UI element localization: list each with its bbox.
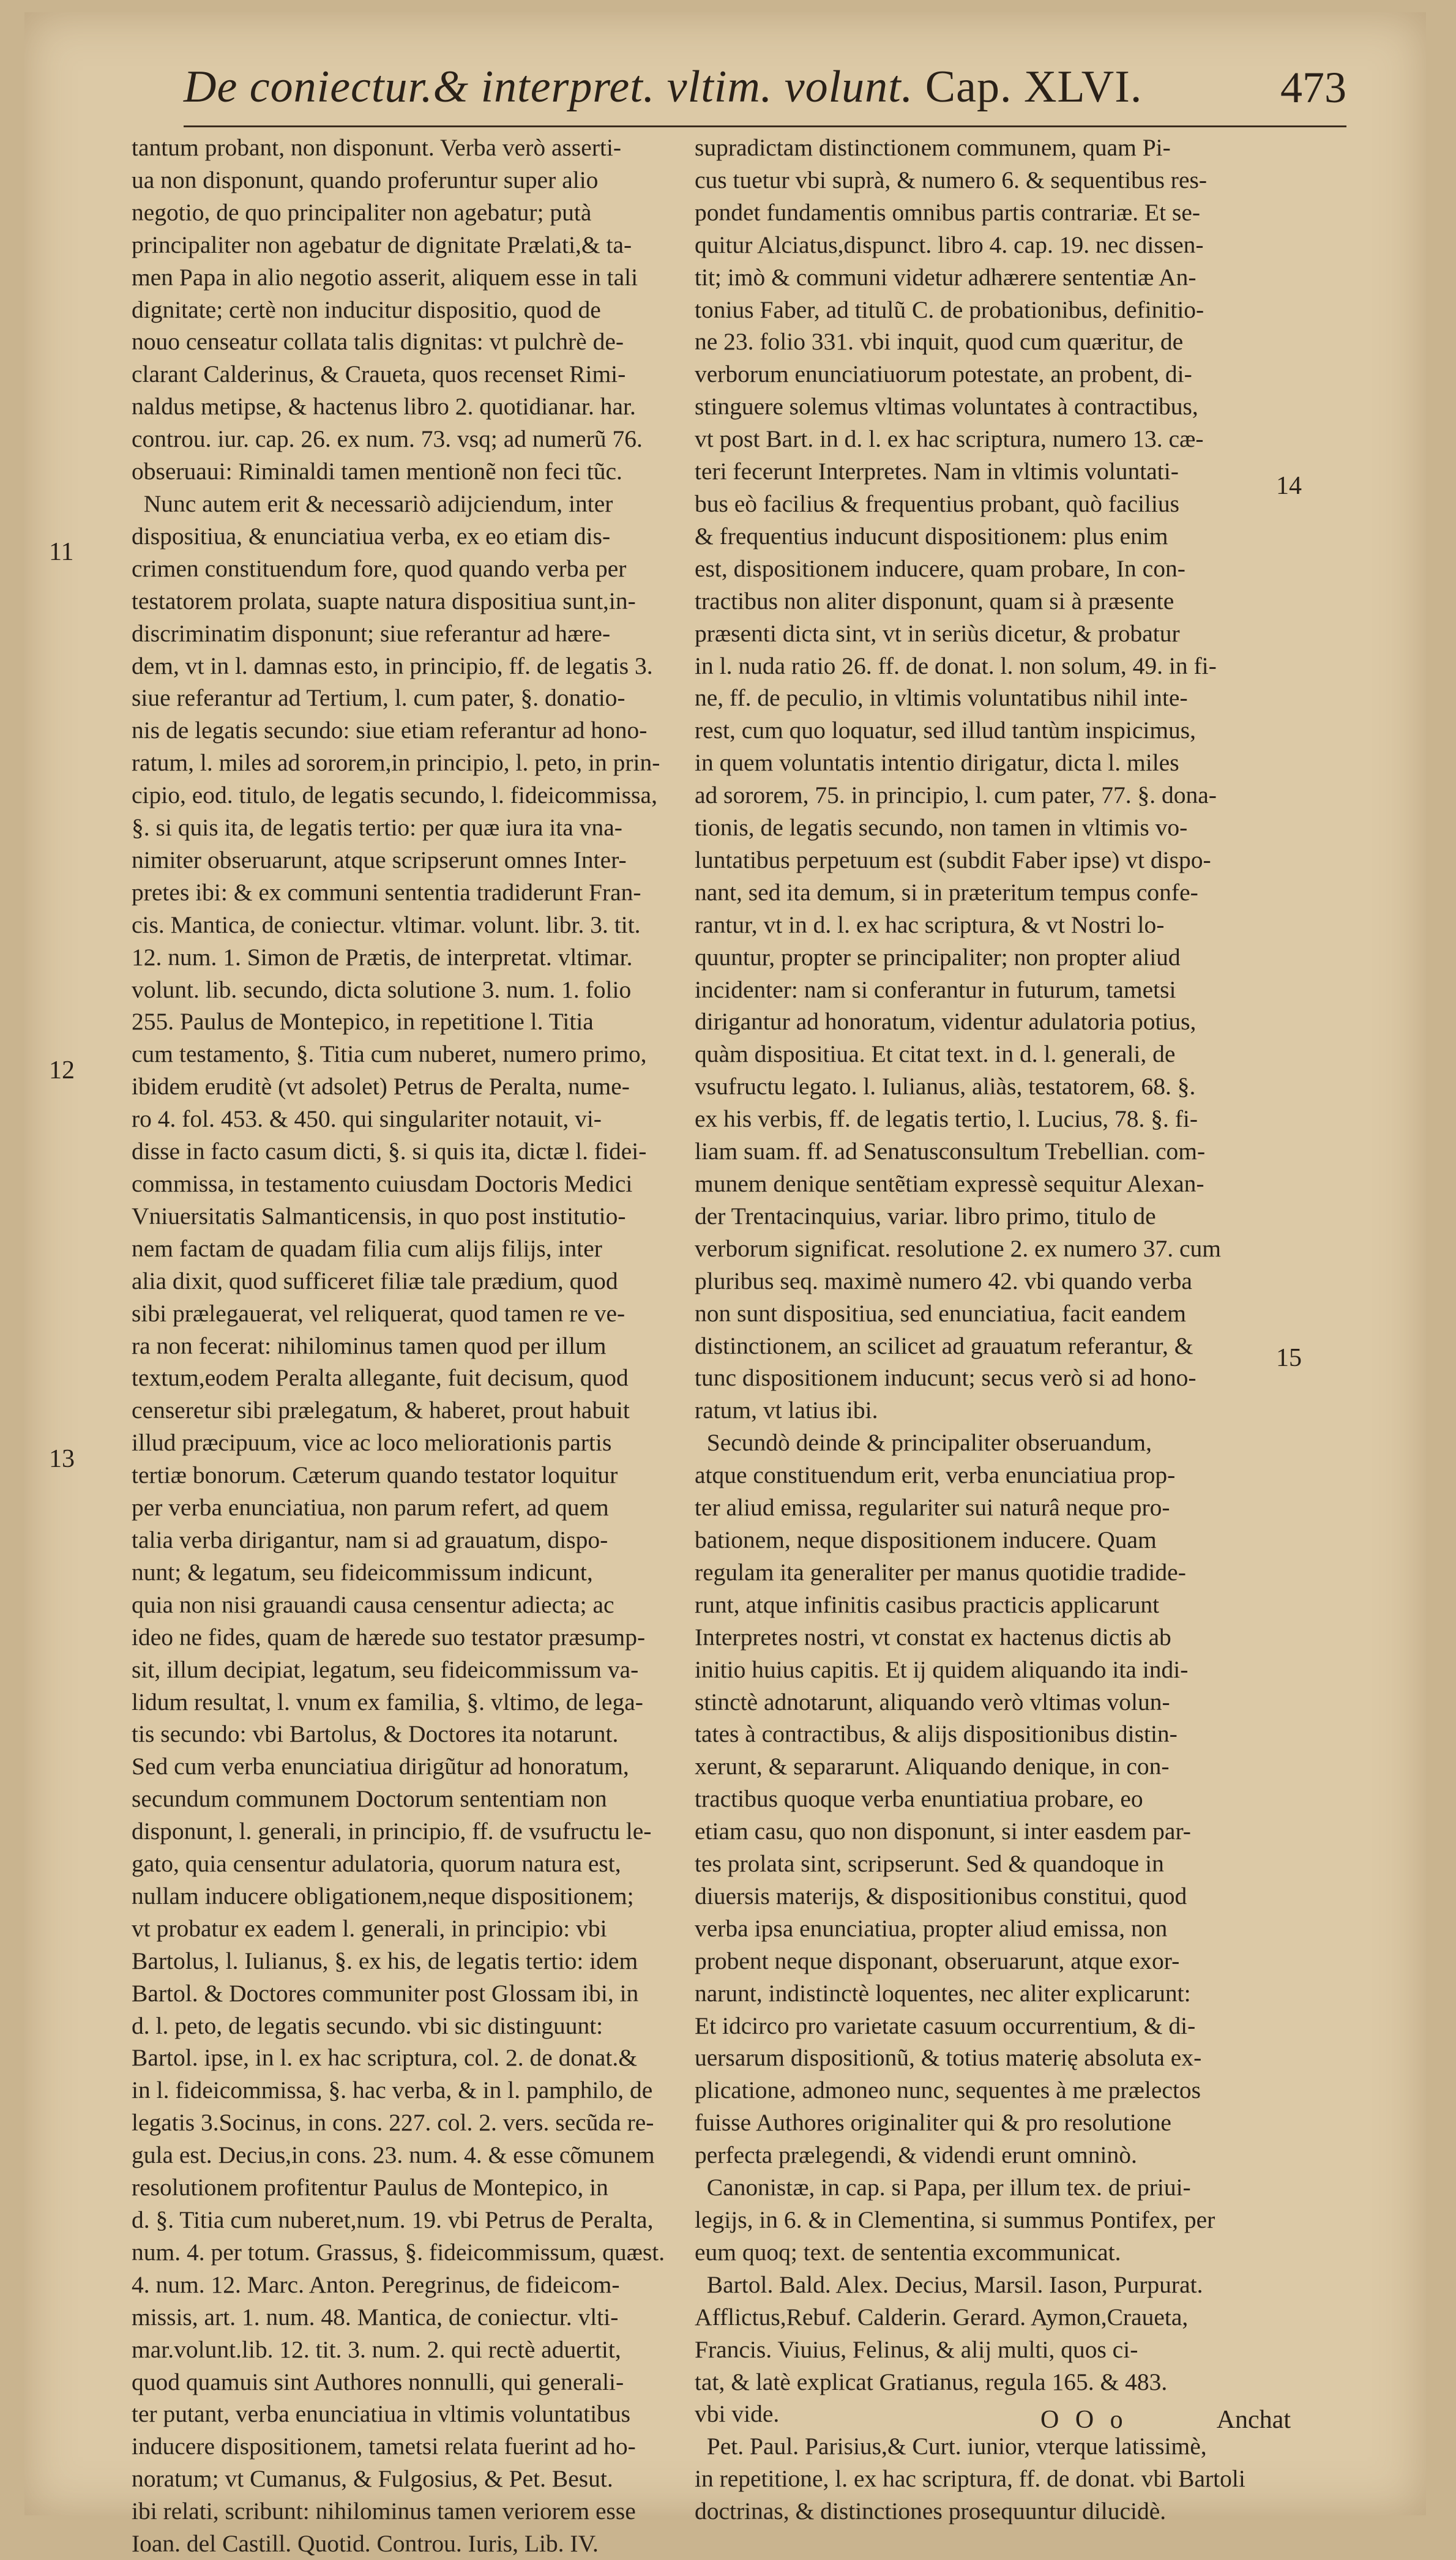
text-line: Vniuersitatis Salmanticensis, in quo post institutio- (132, 1202, 626, 1230)
text-line: dem, vt in l. damnas esto, in principio, ff. de legatis 3. (132, 652, 653, 679)
text-line: siue referantur ad Tertium, l. cum pater, §. donatio- (132, 684, 625, 712)
text-line: ne, ff. de peculio, in vltimis voluntatibus nihil inte- (695, 684, 1188, 712)
text-line: ratum, l. miles ad sororem,in principio, l. peto, in prin- (132, 749, 660, 777)
text-line: discriminatim disponunt; siue referantur ad hære- (132, 619, 611, 647)
margin-number: 13 (49, 1445, 75, 1473)
text-line: ua non disponunt, quando proferuntur super alio (132, 166, 599, 193)
text-line: bationem, neque dispositionem inducere. Quam (695, 1526, 1157, 1553)
text-line: dispositiua, & enunciatiua verba, ex eo etiam dis- (132, 522, 611, 550)
text-line: Nunc autem erit & necessariò adijciendum, inter (132, 490, 613, 517)
text-line: nullam inducere obligationem,neque dispositionem; (132, 1882, 634, 1909)
text-line: narunt, indistinctè loquentes, nec aliter explicarunt: (695, 1979, 1191, 2007)
text-line: mar.volunt.lib. 12. tit. 3. num. 2. qui rectè aduertit, (132, 2335, 621, 2363)
text-line: stinctè adnotarunt, aliquando verò vltimas volun- (695, 1688, 1170, 1715)
text-line: controu. iur. cap. 26. ex num. 73. vsq; ad numerũ 76. (132, 425, 643, 453)
text-line: cipio, eod. titulo, de legatis secundo, l. fideicommissa, (132, 782, 657, 809)
text-line: runt, atque infinitis casibus practicis applicarunt (695, 1591, 1160, 1618)
text-line: liam suam. ff. ad Senatusconsultum Trebellian. com- (695, 1138, 1206, 1165)
text-line: stinguere solemus vltimas voluntates à contractibus, (695, 393, 1198, 420)
text-line: d. l. peto, de legatis secundo. vbi sic distinguunt: (132, 2012, 603, 2039)
text-line: pretes ibi: & ex communi sententia tradiderunt Fran- (132, 878, 641, 906)
text-line: tes prolata sint, scripserunt. Sed & quandoque in (695, 1850, 1164, 1878)
text-line: Sed cum verba enunciatiua dirigũtur ad honoratum, (132, 1753, 629, 1780)
text-line: illud præcipuum, vice ac loco meliorationis partis (132, 1429, 612, 1457)
running-title-text: De coniectur.& interpret. vltim. volunt. (184, 62, 914, 112)
text-line: nis de legatis secundo: siue etiam referantur ad hono- (132, 717, 648, 744)
text-line: Secundò deinde & principaliter obseruandum, (695, 1429, 1152, 1457)
left-column (132, 132, 692, 2560)
catchword: Anchat (1216, 2406, 1291, 2434)
text-line: Francis. Viuius, Felinus, & alij multi, quos ci- (695, 2335, 1138, 2363)
text-line: plicatione, admoneo nunc, sequentes à me prælectos (695, 2077, 1201, 2104)
text-line: atque constituendum erit, verba enunciatiua prop- (695, 1461, 1176, 1489)
text-line: est, dispositionem inducere, quam probare, In con- (695, 554, 1185, 582)
text-line: principaliter non agebatur de dignitate Prælati,& ta- (132, 231, 632, 258)
text-line: & frequentius inducunt dispositionem: plus enim (695, 522, 1168, 550)
text-line: præsenti dicta sint, vt in seriùs dicetur, & probatur (695, 619, 1180, 647)
text-line: rest, cum quo loquatur, sed illud tantùm inspicimus, (695, 717, 1197, 744)
text-line: volunt. lib. secundo, dicta solutione 3. num. 1. folio (132, 976, 632, 1003)
text-line: Interpretes nostri, vt constat ex hactenus dictis ab (695, 1623, 1171, 1651)
text-line: disse in facto casum dicti, §. si quis ita, dictæ l. fidei- (132, 1138, 647, 1165)
text-line: rantur, vt in d. l. ex hac scriptura, & vt Nostri lo- (695, 911, 1165, 938)
text-line: 4. num. 12. Marc. Anton. Peregrinus, de fideicom- (132, 2271, 620, 2298)
text-line: tis secundo: vbi Bartolus, & Doctores ita notarunt. (132, 1720, 619, 1748)
running-title (184, 61, 1142, 113)
text-line: verba ipsa enunciatiua, propter aliud emissa, non (695, 1914, 1168, 1942)
text-line: initio huius capitis. Et ij quidem aliquando ita indi- (695, 1655, 1189, 1683)
text-line: cis. Mantica, de coniectur. vltimar. volunt. libr. 3. tit. (132, 911, 641, 938)
text-line: in l. nuda ratio 26. ff. de donat. l. non solum, 49. in fi- (695, 652, 1217, 679)
text-line: clarant Calderinus, & Craueta, quos recenset Rimi- (132, 360, 626, 388)
text-line: in repetitione, l. ex hac scriptura, ff. de donat. vbi Bartoli (695, 2465, 1245, 2493)
margin-number: 12 (49, 1056, 75, 1084)
text-line: quàm dispositiua. Et citat text. in d. l. generali, de (695, 1040, 1176, 1068)
text-line: talia verba dirigantur, nam si ad grauatum, dispo- (132, 1526, 608, 1553)
text-line: tertiæ bonorum. Cæterum quando testator loquitur (132, 1461, 618, 1489)
text-line: ne 23. folio 331. vbi inquit, quod cum quæritur, de (695, 328, 1184, 356)
text-line: ex his verbis, ff. de legatis tertio, l. Lucius, 78. §. fi- (695, 1105, 1198, 1133)
text-line: Afflictus,Rebuf. Calderin. Gerard. Aymon,Craueta, (695, 2303, 1189, 2330)
text-line: verborum enunciatiuorum potestate, an probent, di- (695, 360, 1192, 388)
text-line: ad sororem, 75. in principio, l. cum pater, 77. §. dona- (695, 782, 1217, 809)
text-line: der Trentacinquius, variar. libro primo, titulo de (695, 1202, 1156, 1230)
text-line: probent neque disponant, obseruarunt, atque exor- (695, 1947, 1180, 1974)
text-line: naldus metipse, & hactenus libro 2. quotidianar. har. (132, 393, 636, 420)
text-line: incidenter: nam si conferantur in futurum, tametsi (695, 976, 1176, 1003)
text-line: doctrinas, & distinctiones prosequuntur dilucidè. (695, 2498, 1167, 2525)
text-line: regulam ita generaliter per manus quotidie tradide- (695, 1558, 1186, 1586)
text-line: uersarum dispositionũ, & totius materię absoluta ex- (695, 2044, 1202, 2072)
text-line: d. §. Titia cum nuberet,num. 19. vbi Petrus de Peralta, (132, 2206, 654, 2233)
text-line: ter aliud emissa, regulariter sui naturâ neque pro- (695, 1494, 1170, 1521)
text-line: alia dixit, quod sufficeret filiæ tale prædium, quod (132, 1267, 618, 1294)
text-line: vbi vide. (695, 2400, 780, 2428)
text-line: cus tuetur vbi suprà, & numero 6. & sequentibus res- (695, 166, 1208, 193)
text-line: non sunt dispositiua, sed enunciatiua, facit eandem (695, 1299, 1186, 1327)
text-line: secundum communem Doctorum sententiam non (132, 1785, 607, 1813)
text-line: legatis 3.Socinus, in cons. 227. col. 2. vers. secũda re- (132, 2109, 654, 2136)
text-line: nimiter obseruarunt, atque scripserunt omnes Inter- (132, 846, 627, 873)
text-line: tractibus non aliter disponunt, quam si à præsente (695, 587, 1174, 614)
text-line: sibi prælegauerat, vel reliquerat, quod tamen re ve- (132, 1299, 625, 1327)
text-line: noratum; vt Cumanus, & Fulgosius, & Pet. Besut. (132, 2465, 613, 2493)
text-line: dirigantur ad honoratum, videntur adulatoria potius, (695, 1008, 1197, 1036)
text-line: nunt; & legatum, seu fideicommissum indicunt, (132, 1558, 593, 1586)
text-line: num. 4. per totum. Grassus, §. fideicommissum, quæst. (132, 2238, 665, 2266)
page-header (184, 61, 1346, 135)
text-line: §. si quis ita, de legatis tertio: per quæ iura ita vna- (132, 814, 622, 842)
text-line: ro 4. fol. 453. & 450. qui singulariter notauit, vi- (132, 1105, 602, 1133)
text-line: ideo ne fides, quam de hærede suo testator præsump- (132, 1623, 646, 1651)
text-line: tractibus quoque verba enuntiatiua probare, eo (695, 1785, 1143, 1813)
text-line: tit; imò & communi videtur adhærere sententiæ An- (695, 263, 1197, 291)
text-line: ibi relati, scribunt: nihilominus tamen veriorem esse (132, 2498, 636, 2525)
text-line: Et idcirco pro varietate casuum occurrentium, & di- (695, 2012, 1196, 2039)
text-line: distinctionem, an scilicet ad grauatum referantur, & (695, 1332, 1193, 1359)
text-line: munem denique sentẽtiam expressè sequitur Alexan- (695, 1170, 1204, 1197)
text-line: 12. num. 1. Simon de Prætis, de interpretat. vltimar. (132, 943, 633, 971)
signature-mark: O O o (1040, 2406, 1128, 2434)
text-line: ra non fecerat: nihilominus tamen quod per illum (132, 1332, 607, 1359)
text-line: quod quamuis sint Authores nonnulli, qui generali- (132, 2368, 624, 2395)
text-line: etiam casu, quo non disponunt, si inter easdem par- (695, 1818, 1191, 1845)
text-line: quitur Alciatus,dispunct. libro 4. cap. 19. nec dissen- (695, 231, 1204, 258)
text-line: xerunt, & separarunt. Aliquando denique, in con- (695, 1753, 1170, 1780)
text-line: Pet. Paul. Parisius,& Curt. iunior, vterque latissimè, (695, 2433, 1207, 2460)
text-line: quuntur, propter se principaliter; non propter aliud (695, 943, 1181, 971)
text-line: pondet fundamentis omnibus partis contrariæ. Et se- (695, 198, 1201, 226)
margin-number: 15 (1276, 1344, 1302, 1372)
text-line: pluribus seq. maximè numero 42. vbi quando verba (695, 1267, 1192, 1294)
text-line: crimen constituendum fore, quod quando verba per (132, 554, 627, 582)
text-line: Bartolus, l. Iulianus, §. ex his, de legatis tertio: idem (132, 1947, 638, 1974)
text-line: luntatibus perpetuum est (subdit Faber ipse) vt dispo- (695, 846, 1211, 873)
text-line: testatorem prolata, suapte natura dispositiua sunt,in- (132, 587, 636, 614)
text-line: ter putant, verba enunciatiua in vltimis voluntatibus (132, 2400, 631, 2428)
text-line: 255. Paulus de Montepico, in repetitione l. Titia (132, 1008, 594, 1036)
text-line: tionis, de legatis secundo, non tamen in vltimis vo- (695, 814, 1188, 842)
text-line: ratum, vt latius ibi. (695, 1397, 878, 1424)
text-line: inducere dispositionem, tametsi relata fuerint ad ho- (132, 2433, 636, 2460)
text-line: negotio, de quo principaliter non agebatur; putà (132, 198, 592, 226)
text-line: Bartol. ipse, in l. ex hac scriptura, col. 2. de donat.& (132, 2044, 637, 2072)
text-line: quia non nisi grauandi causa censentur adiecta; ac (132, 1591, 614, 1618)
text-line: eum quoq; text. de sententia excommunicat. (695, 2238, 1121, 2266)
text-line: legijs, in 6. & in Clementina, si summus Pontifex, per (695, 2206, 1215, 2233)
text-line: gula est. Decius,in cons. 23. num. 4. & esse cõmunem (132, 2141, 655, 2169)
header-rule (184, 125, 1346, 127)
text-line: perfecta prælegendi, & videndi erunt omninò. (695, 2141, 1137, 2169)
text-line: Canonistæ, in cap. si Papa, per illum tex. de priui- (695, 2174, 1191, 2201)
text-line: tat, & latè explicat Gratianus, regula 165. & 483. (695, 2368, 1168, 2395)
text-line: nant, sed ita demum, si in præteritum tempus confe- (695, 878, 1198, 906)
text-line: cum testamento, §. Titia cum nuberet, numero primo, (132, 1040, 647, 1068)
text-line: in l. fideicommissa, §. hac verba, & in l. pamphilo, de (132, 2077, 653, 2104)
text-line: textum,eodem Peralta allegante, fuit decisum, quod (132, 1364, 629, 1392)
text-line: in quem voluntatis intentio dirigatur, dicta l. miles (695, 749, 1179, 777)
text-line: Ioan. del Castill. Quotid. Controu. Iuris, Lib. IV. (132, 2530, 599, 2558)
text-line: vt probatur ex eadem l. generali, in principio: vbi (132, 1914, 607, 1942)
text-line: supradictam distinctionem communem, quam Pi- (695, 134, 1171, 161)
text-line: censeretur sibi prælegatum, & haberet, prout habuit (132, 1397, 630, 1424)
text-line: missis, art. 1. num. 48. Mantica, de coniectur. vlti- (132, 2303, 619, 2330)
chapter-label: Cap. XLVI. (925, 62, 1143, 112)
text-line: per verba enunciatiua, non parum refert, ad quem (132, 1494, 609, 1521)
text-line: tantum probant, non disponunt. Verba verò asserti- (132, 134, 622, 161)
text-line: tates à contractibus, & alijs dispositionibus distin- (695, 1720, 1178, 1748)
text-line: verborum significat. resolutione 2. ex numero 37. cum (695, 1234, 1222, 1262)
right-column (695, 132, 1279, 2528)
text-line: vsufructu legato. l. Iulianus, aliàs, testatorem, 68. §. (695, 1073, 1196, 1100)
text-line: nouo censeatur collata talis dignitas: vt pulchrè de- (132, 328, 624, 356)
text-line: tunc dispositionem inducunt; secus verò si ad hono- (695, 1364, 1197, 1392)
text-line: obseruaui: Riminaldi tamen mentionẽ non feci tũc. (132, 458, 622, 485)
text-line: diuersis materijs, & dispositionibus constitui, quod (695, 1882, 1187, 1909)
text-line: disponunt, l. generali, in principio, ff. de vsufructu le- (132, 1818, 652, 1845)
text-line: gato, quia censentur adulatoria, quorum natura est, (132, 1850, 621, 1878)
text-line: commissa, in testamento cuiusdam Doctoris Medici (132, 1170, 633, 1197)
text-line: bus eò facilius & frequentius probant, quò facilius (695, 490, 1180, 517)
text-line: Bartol. & Doctores communiter post Glossam ibi, in (132, 1979, 639, 2007)
text-line: vt post Bart. in d. l. ex hac scriptura, numero 13. cæ- (695, 425, 1204, 453)
text-line: ibidem eruditè (vt adsolet) Petrus de Peralta, nume- (132, 1073, 630, 1100)
margin-number: 11 (49, 538, 74, 566)
text-line: sit, illum decipiat, legatum, seu fideicommissum va- (132, 1655, 639, 1683)
margin-number: 14 (1276, 472, 1302, 500)
text-line: resolutionem profitentur Paulus de Montepico, in (132, 2174, 608, 2201)
text-line: teri fecerunt Interpretes. Nam in vltimis voluntati- (695, 458, 1179, 485)
text-line: fuisse Authores originaliter qui & pro resolutione (695, 2109, 1171, 2136)
text-line: Bartol. Bald. Alex. Decius, Marsil. Iason, Purpurat. (695, 2271, 1203, 2298)
text-line: nem factam de quadam filia cum alijs filijs, inter (132, 1234, 602, 1262)
text-line: tonius Faber, ad titulũ C. de probationibus, definitio- (695, 296, 1204, 323)
text-line: lidum resultat, l. vnum ex familia, §. vltimo, de lega- (132, 1688, 643, 1715)
text-line: men Papa in alio negotio asserit, aliquem esse in tali (132, 263, 638, 291)
page-number: 473 (1280, 63, 1346, 112)
text-line: dignitate; certè non inducitur dispositio, quod de (132, 296, 601, 323)
